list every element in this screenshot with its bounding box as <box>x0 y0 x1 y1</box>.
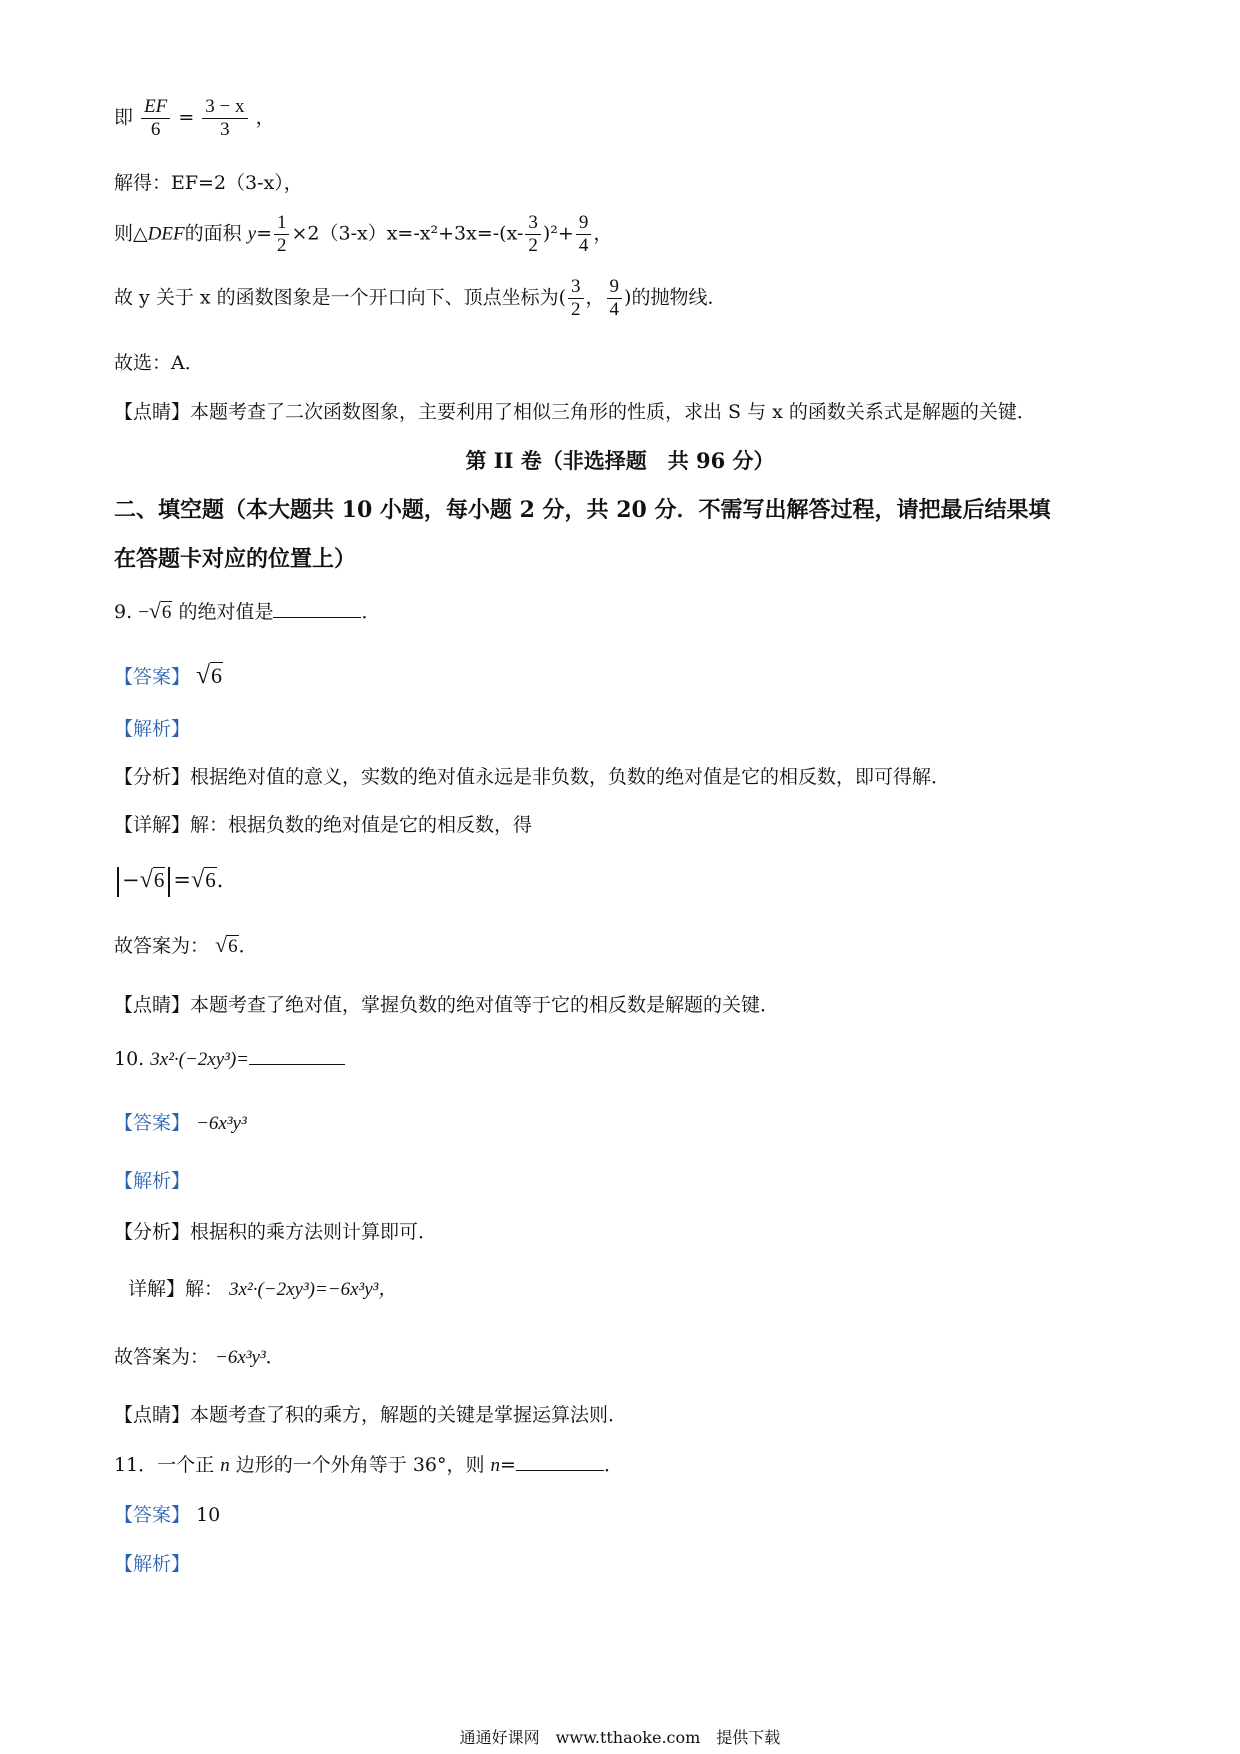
fraction <box>274 212 290 257</box>
operator: = <box>173 868 191 892</box>
answer-tag: 【答案】 <box>114 1112 191 1134</box>
footer: 通通好课网 www.tthaoke.com 提供下载 <box>459 1728 781 1747</box>
q11-answer <box>114 1504 220 1527</box>
expression: −6x³y³ <box>215 1347 266 1368</box>
variable: n <box>490 1455 501 1476</box>
question-9 <box>114 598 380 625</box>
q10-xiangjie <box>128 1278 397 1302</box>
denominator: 3 <box>220 118 230 140</box>
fill-heading-line-1: 二、填空题（本大题共 10 小题，每小题 2 分，共 20 分．不需写出解答过程，请把最后结果填 <box>114 497 1051 523</box>
text: )²+ <box>542 222 574 245</box>
expression: 3x²·(−2xy³)=−6x³y³， <box>229 1279 398 1300</box>
sqrt <box>140 868 166 892</box>
abs-bar <box>117 867 119 897</box>
text: 故 y 关于 x 的函数图象是一个开口向下、顶点坐标为( <box>114 286 567 309</box>
q9-final <box>114 932 258 959</box>
q10-fenxi: 【分析】根据积的乘方法则计算即可． <box>114 1221 438 1243</box>
operator: = <box>256 222 272 245</box>
text: ． <box>361 601 381 623</box>
answer-value: 10 <box>196 1504 221 1526</box>
denominator: 6 <box>150 118 161 140</box>
q10-dianjing: 【点睛】本题考查了积的乘方，解题的关键是掌握运算法则． <box>114 1404 628 1426</box>
text: 的绝对值是 <box>178 601 274 623</box>
question-11 <box>114 1454 623 1478</box>
sqrt-icon: √ <box>190 866 205 893</box>
fraction <box>607 276 623 321</box>
q9-answer <box>114 660 223 690</box>
text: ． <box>265 1346 285 1368</box>
radicand: 6 <box>205 868 216 892</box>
text: 11．一个正 <box>114 1454 215 1476</box>
answer-blank <box>273 616 361 618</box>
text: ． <box>238 935 258 957</box>
text: DEF <box>147 223 185 245</box>
question-number: 10. <box>114 1048 145 1070</box>
choice-line: 故选：A． <box>114 352 204 374</box>
denominator: 4 <box>578 234 589 256</box>
denominator: 2 <box>571 298 581 320</box>
numerator: 9 <box>607 276 623 299</box>
sqrt-icon: √ <box>139 866 153 893</box>
text: ×2（3-x）x=-x²+3x=-(x- <box>291 222 524 245</box>
area-equation <box>114 212 612 257</box>
minus: − <box>122 868 140 892</box>
fraction <box>568 276 584 321</box>
text: ． <box>603 1454 623 1476</box>
fraction <box>576 212 592 257</box>
q10-analysis-tag: 【解析】 <box>114 1170 191 1192</box>
equation-line-1 <box>114 96 275 141</box>
text: 故答案为： <box>114 935 210 957</box>
sqrt-icon: √ <box>196 661 210 689</box>
numerator: 3 <box>568 276 584 299</box>
q11-analysis-tag: 【解析】 <box>114 1553 191 1575</box>
text: ， <box>255 106 275 129</box>
variable: n <box>220 1455 230 1476</box>
answer-tag: 【答案】 <box>114 1504 191 1526</box>
section-title: 第 II 卷（非选择题 共 96 分） <box>465 448 775 473</box>
radicand: 6 <box>153 868 165 892</box>
fill-heading-line-2: 在答题卡对应的位置上） <box>114 546 357 572</box>
text: 则△ <box>114 222 148 245</box>
numerator: EF <box>141 96 170 119</box>
numerator: 3 − x <box>202 96 247 119</box>
dianjing-line: 【点睛】本题考查了二次函数图象，主要利用了相似三角形的性质，求出 S 与 x 的函数关系式是解题的关键． <box>114 401 1036 423</box>
text: ． <box>216 868 238 892</box>
text: 边形的一个外角等于 36°，则 <box>235 1454 485 1476</box>
expression: 3x²·(−2xy³)= <box>150 1049 250 1070</box>
radicand: 6 <box>161 602 172 623</box>
fraction <box>141 96 170 141</box>
operator: = <box>178 106 195 129</box>
sqrt <box>191 868 217 892</box>
text: = <box>500 1454 516 1476</box>
answer-blank <box>516 1469 604 1471</box>
denominator: 4 <box>609 298 620 320</box>
q9-dianjing: 【点睛】本题考查了绝对值，掌握负数的绝对值等于它的相反数是解题的关键． <box>114 994 780 1016</box>
question-10 <box>114 1048 345 1072</box>
text: 即 <box>114 106 134 129</box>
q9-analysis-tag: 【解析】 <box>114 718 191 740</box>
sqrt <box>215 933 239 957</box>
question-number: 9. <box>114 601 133 623</box>
text: ， <box>585 286 605 309</box>
sqrt-icon: √ <box>215 933 228 957</box>
fraction <box>202 96 247 141</box>
solve-line: 解得：EF=2（3-x）， <box>114 172 303 194</box>
denominator: 2 <box>528 234 538 256</box>
neg-sqrt <box>138 599 172 623</box>
text: 故答案为： <box>114 1346 210 1368</box>
numerator: 1 <box>274 212 290 235</box>
answer-blank <box>249 1063 345 1065</box>
q10-answer <box>114 1112 247 1136</box>
answer-sqrt <box>196 663 223 688</box>
fraction <box>525 212 541 257</box>
vertex-line <box>114 276 726 321</box>
denominator: 2 <box>276 234 287 256</box>
text: 的面积 <box>184 222 242 245</box>
variable: y <box>247 223 257 245</box>
sqrt-icon: √ <box>148 599 161 623</box>
radicand: 6 <box>228 936 238 957</box>
abs-bar <box>168 867 170 897</box>
text: )的抛物线． <box>624 286 727 309</box>
minus: − <box>138 602 149 623</box>
answer-tag: 【答案】 <box>114 666 191 688</box>
text: 详解】解： <box>128 1278 224 1300</box>
q10-final <box>114 1346 285 1370</box>
radicand: 6 <box>210 663 222 688</box>
answer-value: −6x³y³ <box>196 1113 247 1134</box>
numerator: 3 <box>525 212 541 235</box>
numerator: 9 <box>576 212 592 235</box>
q9-abs-equation <box>114 866 238 897</box>
q9-xiangjie: 【详解】解：根据负数的绝对值是它的相反数，得 <box>114 814 533 836</box>
q9-fenxi: 【分析】根据绝对值的意义，实数的绝对值永远是非负数，负数的绝对值是它的相反数，即可得解． <box>114 766 951 788</box>
text: ， <box>593 222 613 245</box>
